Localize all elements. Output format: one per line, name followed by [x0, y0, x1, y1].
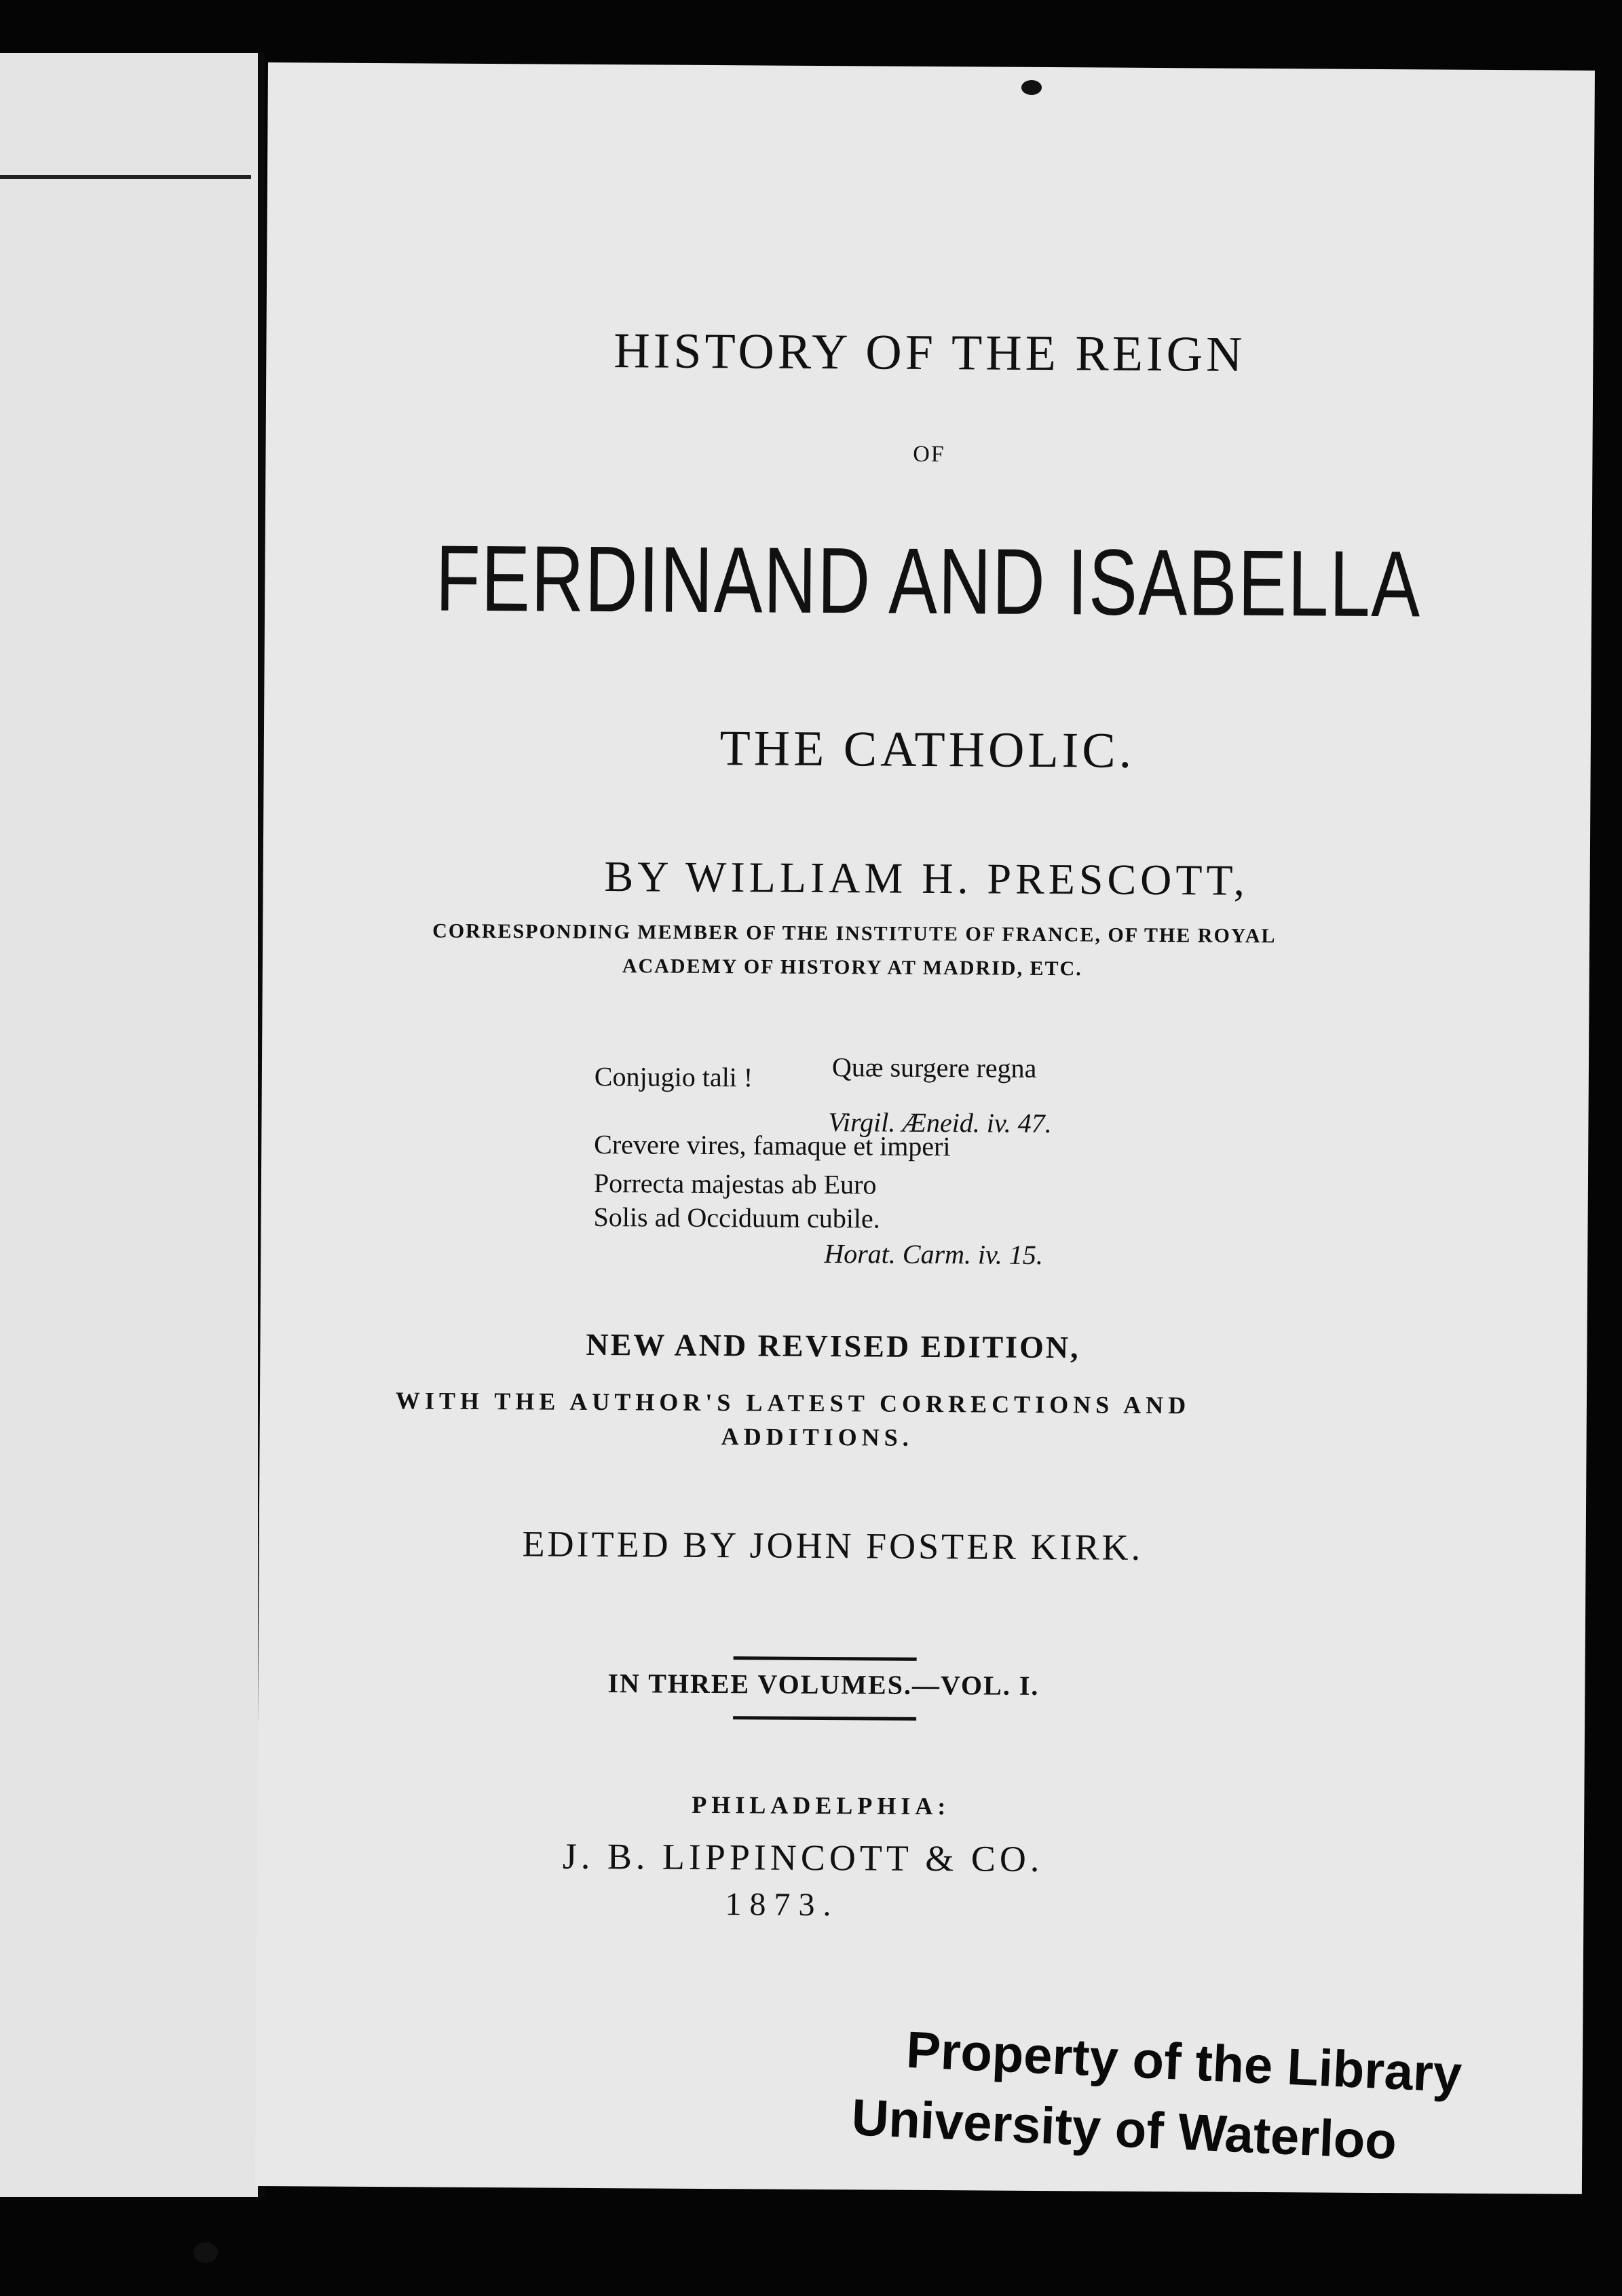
corrections-line-2: ADDITIONS.: [721, 1423, 913, 1451]
epigraph-verse-5: Solis ad Occiduum cubile.: [593, 1201, 880, 1234]
epigraph-verse-2: Quæ surgere regna: [831, 1052, 1037, 1084]
epigraph-verse-1: Conjugio tali !: [594, 1060, 753, 1093]
page-edge-line: [0, 175, 251, 179]
epigraph-citation-1: Virgil. Æneid. iv. 47.: [828, 1107, 1052, 1139]
place-line: PHILADELPHIA:: [692, 1791, 951, 1820]
title-line-1: HISTORY OF THE REIGN: [614, 323, 1246, 383]
volume-rule-top: [734, 1656, 917, 1661]
title-line-2: OF: [913, 441, 945, 467]
publisher-line: J. B. LIPPINCOTT & CO.: [562, 1835, 1044, 1880]
epigraph-verse-3: Crevere vires, famaque et imperi: [594, 1128, 951, 1162]
author-credentials-2: ACADEMY OF HISTORY AT MADRID, ETC.: [622, 955, 1082, 980]
library-stamp-line-1: Property of the Library: [905, 2021, 1463, 2104]
previous-page-edge: [0, 53, 265, 2197]
epigraph-citation-2: Horat. Carm. iv. 15.: [824, 1238, 1044, 1271]
paper-speck: [1021, 80, 1042, 95]
title-page: [255, 62, 1595, 2194]
epigraph-verse-4: Porrecta majestas ab Euro: [593, 1167, 877, 1200]
edition-line: NEW AND REVISED EDITION,: [586, 1326, 1080, 1365]
corrections-line-1: WITH THE AUTHOR'S LATEST CORRECTIONS AND: [395, 1387, 1191, 1419]
scan-debris: [193, 2242, 218, 2263]
author-credentials-1: CORRESPONDING MEMBER OF THE INSTITUTE OF FRANCE, OF THE ROYAL: [432, 919, 1277, 948]
volume-line: IN THREE VOLUMES.—VOL. I.: [607, 1668, 1040, 1701]
library-stamp-line-2: University of Waterloo: [850, 2088, 1398, 2170]
editor-line: EDITED BY JOHN FOSTER KIRK.: [522, 1523, 1144, 1568]
volume-rule-bottom: [733, 1716, 916, 1721]
year-line: 1873.: [725, 1886, 840, 1924]
title-line-4: THE CATHOLIC.: [719, 721, 1135, 779]
author-line: BY WILLIAM H. PRESCOTT,: [604, 852, 1249, 904]
main-title: FERDINAND AND ISABELLA: [435, 526, 1422, 637]
